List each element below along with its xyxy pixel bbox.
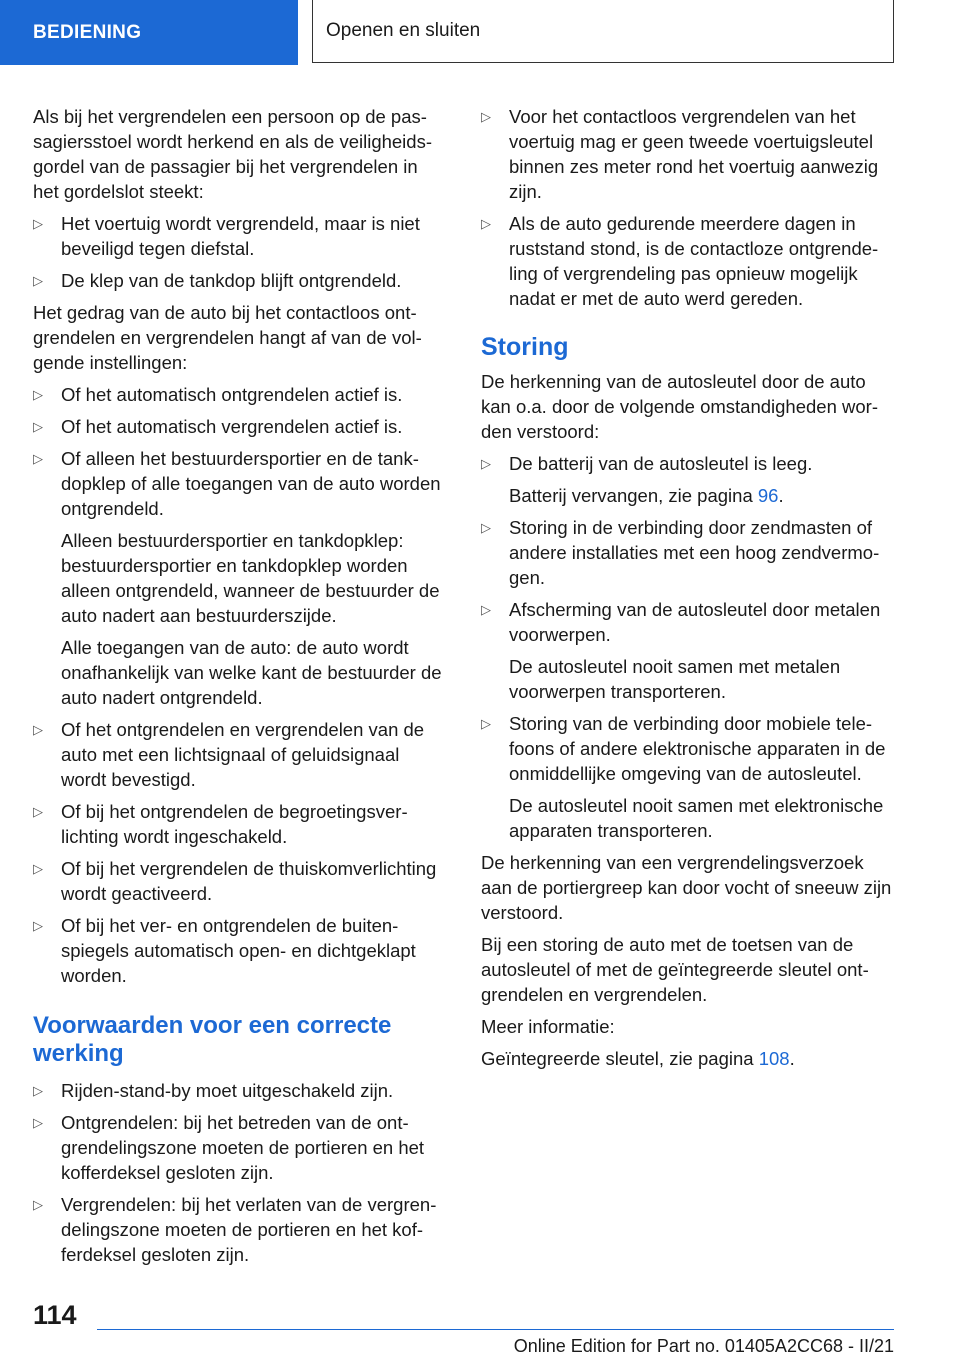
list-item: ▷ De batterij van de autosleutel is leeg. [481, 453, 813, 474]
triangle-bullet-icon: ▷ [481, 216, 491, 231]
list-subparagraph: De autosleutel nooit samen met metalen voorwerpen transporteren. [509, 656, 841, 702]
list-subparagraph: Alleen bestuurdersportier en tankdopklep: bestuurdersportier en tankdopklep worden alleen ontgrendeld, wanneer de bestuurder de auto nadert aan bestuurderszijde. [61, 530, 440, 626]
triangle-bullet-icon: ▷ [33, 216, 43, 231]
intro-paragraph: Als bij het vergrendelen een persoon op de passagiersstoel wordt herkend en als de veiligheidsgordel van de passagier bij het vergrendelen in het gordelslot steekt: [33, 106, 433, 202]
list-item: ▷ Voor het contactloos vergrendelen van het voertuig mag er geen tweede voertuigsleutel binnen zes meter rond het voertuig aanwezig zijn. [481, 106, 879, 202]
list-item: ▷ Of het automatisch ontgrendelen actief is. [33, 384, 403, 405]
page-link-108[interactable]: 108 [758, 1048, 790, 1069]
triangle-bullet-icon: ▷ [481, 456, 491, 471]
list-item: ▷ Storing in de verbinding door zendmasten of andere installaties met een hoog zendvermogen. [481, 517, 880, 588]
section-tab: BEDIENING [0, 0, 298, 65]
section-heading: Voorwaarden voor een correcte werking [33, 1012, 392, 1067]
triangle-bullet-icon: ▷ [481, 716, 491, 731]
triangle-bullet-icon: ▷ [33, 722, 43, 737]
settings-paragraph: Het gedrag van de auto bij het contactloos ontgrendelen en vergrendelen hangt af van de volgende instellingen: [33, 302, 422, 373]
triangle-bullet-icon: ▷ [33, 1197, 43, 1212]
triangle-bullet-icon: ▷ [33, 1083, 43, 1098]
storing-intro: De herkenning van de autosleutel door de auto kan o.a. door de volgende omstandigheden worden verstoord: [481, 371, 879, 442]
list-item: ▷ Of bij het vergrendelen de thuiskomverlichting wordt geactiveerd. [33, 858, 437, 904]
triangle-bullet-icon: ▷ [33, 387, 43, 402]
chapter-title [312, 0, 894, 63]
chapter-title-text: Openen en sluiten [326, 20, 481, 41]
list-item: ▷ Het voertuig wordt vergrendeld, maar is niet beveiligd tegen diefstal. [33, 213, 420, 259]
triangle-bullet-icon: ▷ [33, 1115, 43, 1130]
page-number: 114 [33, 1300, 77, 1330]
paragraph: De herkenning van een vergrendelingsverzoek aan de portiergreep kan door vocht of sneeuw zijn verstoord. [481, 852, 892, 923]
list-item: ▷ Of bij het ontgrendelen de begroetingsverlichting wordt ingeschakeld. [33, 801, 408, 847]
list-item: ▷ Of bij het ver- en ontgrendelen de buitenspiegels automatisch open- en dichtgeklapt worden. [33, 915, 416, 986]
footer-divider [97, 1329, 894, 1330]
storing-heading: Storing [481, 333, 569, 361]
triangle-bullet-icon: ▷ [481, 602, 491, 617]
triangle-bullet-icon: ▷ [33, 918, 43, 933]
triangle-bullet-icon: ▷ [481, 520, 491, 535]
list-subparagraph: Alle toegangen van de auto: de auto wordt onafhankelijk van welke kant de bestuurder de auto nadert ontgrendeld. [61, 637, 442, 708]
list-item: ▷ Of alleen het bestuurdersportier en de tankdopklep of alle toegangen van de auto worden ontgrendeld. [33, 448, 441, 519]
triangle-bullet-icon: ▷ [33, 419, 43, 434]
left-column [33, 104, 448, 1274]
right-column [481, 104, 895, 1078]
paragraph: Bij een storing de auto met de toetsen van de autosleutel of met de geïntegreerde sleutel ontgrendelen en vergrendelen. [481, 934, 869, 1005]
list-item: ▷ Storing van de verbinding door mobiele telefoons of andere elektronische apparaten in de onmiddellijke omgeving van de autosleutel. [481, 713, 886, 784]
edition-footer: Online Edition for Part no. 01405A2CC68 - II/21 [513, 1336, 894, 1356]
list-item: ▷ Of het ontgrendelen en vergrendelen van de auto met een lichtsignaal of geluidsignaal wordt bevestigd. [33, 719, 425, 790]
list-item: ▷ Of het automatisch vergrendelen actief is. [33, 416, 403, 437]
triangle-bullet-icon: ▷ [33, 273, 43, 288]
triangle-bullet-icon: ▷ [33, 804, 43, 819]
list-item: ▷ Rijden-stand-by moet uitgeschakeld zijn. [33, 1080, 394, 1101]
list-item: ▷ De klep van de tankdop blijft ontgrendeld. [33, 270, 402, 291]
paragraph: Geïntegreerde sleutel, zie pagina 108. [481, 1048, 795, 1069]
paragraph: Meer informatie: [481, 1016, 615, 1037]
triangle-bullet-icon: ▷ [481, 109, 491, 124]
triangle-bullet-icon: ▷ [33, 451, 43, 466]
list-item: ▷ Afscherming van de autosleutel door metalen voorwerpen. [481, 599, 881, 645]
list-subparagraph: De autosleutel nooit samen met elektronische apparaten transporteren. [509, 795, 884, 841]
triangle-bullet-icon: ▷ [33, 861, 43, 876]
list-item: ▷ Vergrendelen: bij het verlaten van de vergrendelingszone moeten de portieren en het kofferdeksel gesloten zijn. [33, 1194, 437, 1265]
list-item: ▷ Ontgrendelen: bij het betreden van de ontgrendelingszone moeten de portieren en het kofferdeksel gesloten zijn. [33, 1112, 425, 1183]
page-link-96[interactable]: 96 [757, 485, 779, 506]
list-subparagraph: Batterij vervangen, zie pagina 96. [509, 485, 784, 506]
list-item: ▷ Als de auto gedurende meerdere dagen in ruststand stond, is de contactloze ontgrendeling of vergrendeling pas opnieuw mogelijk nadat er met de auto werd gereden. [481, 213, 879, 309]
